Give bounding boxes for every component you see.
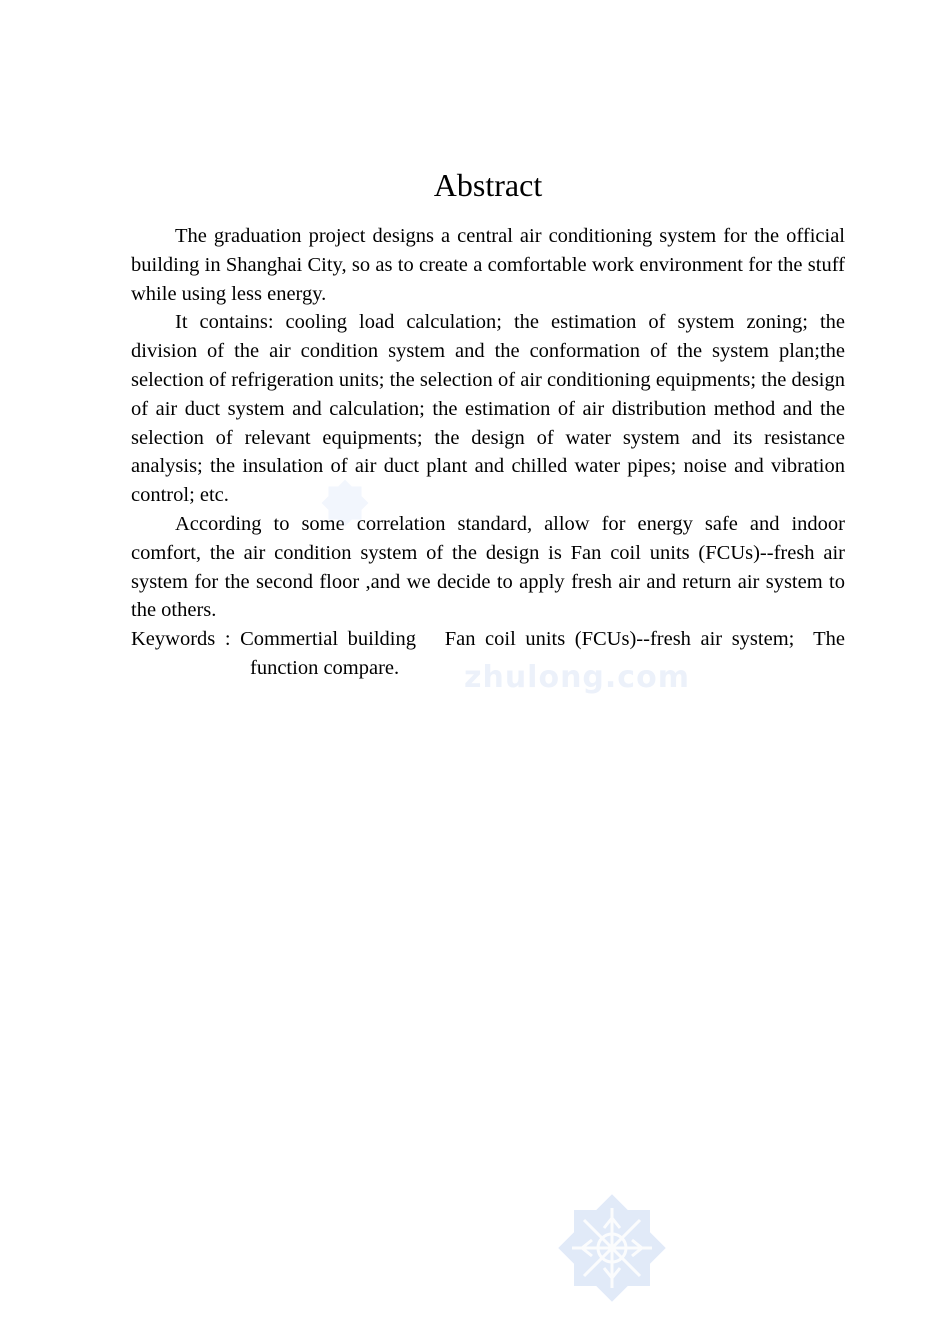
zhulong-snowflake-logo-icon bbox=[312, 470, 378, 536]
abstract-paragraph-1: The graduation project designs a central air conditioning system for the official building in Shanghai City, so as to create a comfortable work environment for the stuff while using less energy. bbox=[131, 225, 845, 305]
abstract-body bbox=[131, 222, 851, 683]
watermark-text: zhulong.com bbox=[464, 660, 690, 695]
abstract-paragraph-3: According to some correlation standard, allow for energy safe and indoor comfort, the air condition system of the design is Fan coil units (FCUs)--fresh air system for the second floor ,and we decide to apply fresh air and return air system to the others. bbox=[131, 512, 845, 622]
abstract-paragraph-2: It contains: cooling load calculation; the estimation of system zoning; the division of the air condition system and the conformation of the system plan;the selection of refrigeration units; the selection of air conditioning equipments; the design of air duct system and calculation; the estimation of air distribution method and the selection of relevant equipments; the design of water system and its resistance analysis; the insulation of air duct plant and chilled water pipes; noise and vibration control; etc. bbox=[131, 311, 845, 507]
abstract-title: Abstract bbox=[433, 167, 543, 203]
keywords-label: Keywords : bbox=[131, 628, 241, 651]
keywords-text: Commertial building Fan coil units (FCUs)--fresh air system; The function compare. bbox=[240, 628, 851, 679]
zhulong-snowflake-logo-icon bbox=[552, 1188, 672, 1308]
